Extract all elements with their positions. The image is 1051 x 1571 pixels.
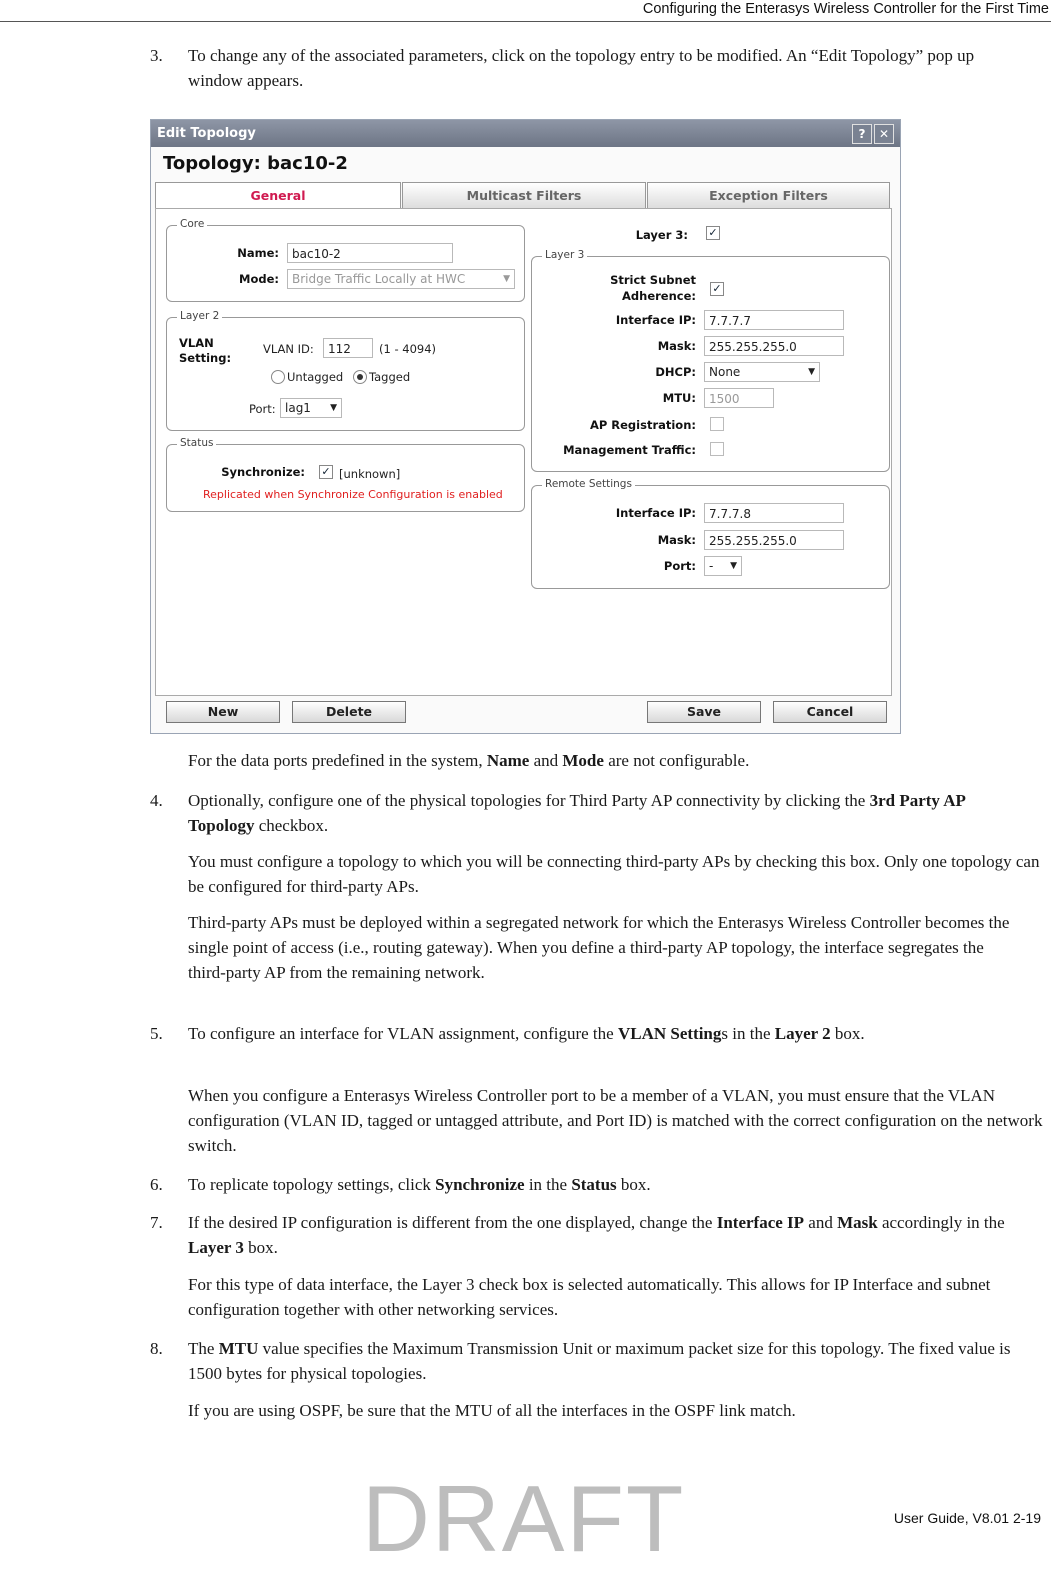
text-run-bold: VLAN Setting	[617, 1024, 722, 1043]
text-run-bold: 3rd Party AP Topology	[188, 791, 965, 835]
page-footer: User Guide, V8.01 2-19	[893, 1510, 1041, 1526]
dhcp-label: DHCP:	[655, 365, 696, 379]
new-button[interactable]: New	[166, 701, 280, 723]
mask-input[interactable]: 255.255.255.0	[704, 336, 844, 356]
mode-select[interactable]	[287, 269, 515, 289]
text-run: and	[529, 751, 563, 770]
synchronize-note: Replicated when Synchronize Configuration is enabled	[203, 488, 503, 501]
cancel-button[interactable]: Cancel	[773, 701, 887, 723]
text-run: box.	[616, 1175, 651, 1194]
step-8-text	[188, 1336, 1033, 1386]
step-8-number: 8.	[150, 1339, 163, 1358]
step-8-para-a: If you are using OSPF, be sure that the MTU of all the interfaces in the OSPF link match.	[188, 1401, 796, 1420]
remote-settings-legend: Remote Settings	[542, 478, 635, 490]
chevron-down-icon: ▼	[330, 403, 337, 413]
text-run: The	[188, 1339, 219, 1358]
layer2-group	[166, 310, 525, 431]
text-run-bold: Status	[571, 1175, 617, 1194]
text-run: are not configurable.	[603, 751, 750, 770]
text-run: and	[804, 1213, 838, 1232]
strict-subnet-label-1: Strict Subnet	[610, 273, 696, 287]
mtu-input[interactable]: 1500	[704, 388, 774, 408]
step-4-para-a: You must configure a topology to which you will be connecting third-party APs by checking this box. Only one topology can be configured for third-party APs.	[188, 852, 1040, 896]
mode-label: Mode:	[239, 272, 279, 286]
remote-interface-ip-input[interactable]: 7.7.7.8	[704, 503, 844, 523]
step-4-para-b: Third-party APs must be deployed within a segregated network for which the Enterasys Wireless Controller becomes the single point of access (i.e., routing gateway). When you define a third-party AP topology, the interface segregates the third-party AP from the remaining network.	[188, 913, 1010, 982]
draft-watermark: DRAFT	[362, 1466, 686, 1571]
text-run-bold: Layer 3	[188, 1238, 244, 1257]
dhcp-value: None	[709, 365, 741, 379]
remote-port-value: -	[709, 559, 714, 573]
mask-label: Mask:	[657, 339, 696, 353]
synchronize-label: Synchronize:	[221, 465, 305, 479]
core-group	[166, 218, 525, 302]
vlan-range: (1 - 4094)	[379, 342, 437, 356]
interface-ip-input[interactable]: 7.7.7.7	[704, 310, 844, 330]
save-button[interactable]: Save	[647, 701, 761, 723]
remote-port-select[interactable]	[704, 556, 742, 576]
text-run: To replicate topology settings, click	[188, 1175, 436, 1194]
vlan-id-input[interactable]: 112	[323, 338, 373, 358]
text-run: Optionally, configure one of the physical topologies for Third Party AP connectivity by clicking the	[188, 791, 870, 810]
tab-multicast-filters[interactable]: Multicast Filters	[402, 182, 646, 209]
text-run: box.	[243, 1238, 278, 1257]
synchronize-value: [unknown]	[339, 467, 401, 481]
tab-general[interactable]: General	[155, 182, 401, 209]
data-ports-note	[188, 748, 1048, 773]
core-legend: Core	[177, 218, 207, 230]
text-run-bold: Mode	[562, 751, 604, 770]
header-title: Configuring the Enterasys Wireless Controller for the First Time	[642, 1, 1049, 17]
edit-topology-dialog	[150, 119, 901, 734]
untagged-radio[interactable]	[271, 370, 285, 384]
synchronize-checkbox[interactable]: ✓	[319, 465, 333, 479]
running-header	[0, 0, 1051, 22]
status-group	[166, 437, 525, 512]
interface-ip-label: Interface IP:	[615, 313, 696, 327]
text-run-bold: Synchronize	[435, 1175, 525, 1194]
step-4-number: 4.	[150, 791, 163, 810]
step-7-text	[188, 1210, 1048, 1260]
remote-interface-ip-label: Interface IP:	[615, 506, 696, 520]
step-7-para-a: For this type of data interface, the Layer 3 check box is selected automatically. This allows for IP Interface and subnet configuration together with other networking services.	[188, 1275, 991, 1319]
layer3-enable-checkbox[interactable]: ✓	[706, 226, 720, 240]
mode-value: Bridge Traffic Locally at HWC	[292, 272, 466, 286]
close-icon[interactable]: ✕	[874, 124, 894, 144]
status-legend: Status	[177, 437, 216, 449]
step-3-number: 3.	[150, 46, 163, 65]
ap-registration-label: AP Registration:	[589, 418, 696, 432]
text-run: checkbox.	[254, 816, 329, 835]
step-7-number: 7.	[150, 1213, 163, 1232]
layer3-group	[531, 249, 890, 472]
strict-subnet-checkbox[interactable]: ✓	[710, 282, 724, 296]
chevron-down-icon: ▼	[730, 561, 737, 571]
topology-heading: Topology: bac10-2	[163, 153, 348, 174]
management-traffic-checkbox[interactable]	[710, 442, 724, 456]
chevron-down-icon: ▼	[503, 274, 510, 284]
remote-mask-input[interactable]: 255.255.255.0	[704, 530, 844, 550]
text-run: value specifies the Maximum Transmission Unit or maximum packet size for this topology. The fixed value is 1500 bytes for physical topologies.	[188, 1339, 1011, 1383]
layer3-legend: Layer 3	[542, 249, 587, 261]
tagged-radio[interactable]	[353, 370, 367, 384]
dhcp-select[interactable]	[704, 362, 820, 382]
chevron-down-icon: ▼	[808, 367, 815, 377]
step-6-text	[188, 1172, 1048, 1197]
step-5-para-a: When you configure a Enterasys Wireless Controller port to be a member of a VLAN, you must ensure that the VLAN configuration (VLAN ID, tagged or untagged attribute, and Port ID) is matched with the correct configuration on the network switch.	[188, 1086, 1043, 1155]
text-run: For the data ports predefined in the system,	[188, 751, 487, 770]
text-run-bold: Interface IP	[716, 1213, 805, 1232]
tagged-label: Tagged	[369, 370, 411, 384]
port-value: lag1	[285, 401, 311, 415]
text-run-bold: Layer 2	[774, 1024, 831, 1043]
layer3-enable-label: Layer 3:	[635, 228, 688, 242]
name-label: Name:	[237, 246, 279, 260]
port-select[interactable]	[280, 398, 342, 418]
text-run: If the desired IP configuration is different from the one displayed, change the	[188, 1213, 717, 1232]
text-run: To configure an interface for VLAN assignment, configure the	[188, 1024, 618, 1043]
strict-subnet-label-2: Adherence:	[622, 289, 696, 303]
remote-mask-label: Mask:	[657, 533, 696, 547]
port-label: Port:	[249, 402, 276, 416]
text-run: in the	[524, 1175, 572, 1194]
step-5-text	[188, 1021, 1048, 1046]
management-traffic-label: Management Traffic:	[563, 443, 696, 457]
general-panel	[155, 208, 892, 696]
tab-exception-filters[interactable]: Exception Filters	[647, 182, 890, 209]
step-3-text: To change any of the associated parameters, click on the topology entry to be modified. An “Edit Topology” pop up window appears.	[188, 46, 975, 90]
step-5-number: 5.	[150, 1024, 163, 1043]
delete-button[interactable]: Delete	[292, 701, 406, 723]
mtu-label: MTU:	[662, 391, 696, 405]
remote-port-label: Port:	[663, 559, 696, 573]
untagged-label: Untagged	[287, 370, 344, 384]
help-icon[interactable]: ?	[852, 124, 872, 144]
text-run-bold: Name	[486, 751, 530, 770]
remote-settings-group	[531, 478, 890, 589]
text-run: s in the	[721, 1024, 775, 1043]
vlan-id-label: VLAN ID:	[263, 342, 314, 356]
vlan-setting-label-1: VLAN	[179, 336, 214, 350]
vlan-setting-label-2: Setting:	[179, 351, 232, 365]
dialog-title: Edit Topology	[157, 126, 256, 141]
text-run-bold: MTU	[218, 1339, 259, 1358]
ap-registration-checkbox[interactable]	[710, 417, 724, 431]
step-6-number: 6.	[150, 1175, 163, 1194]
layer2-legend: Layer 2	[177, 310, 222, 322]
text-run-bold: Mask	[837, 1213, 878, 1232]
name-input[interactable]: bac10-2	[287, 243, 453, 263]
text-run: box.	[830, 1024, 865, 1043]
dialog-titlebar	[151, 120, 900, 147]
text-run: accordingly in the	[877, 1213, 1005, 1232]
step-4-text	[188, 788, 1008, 838]
